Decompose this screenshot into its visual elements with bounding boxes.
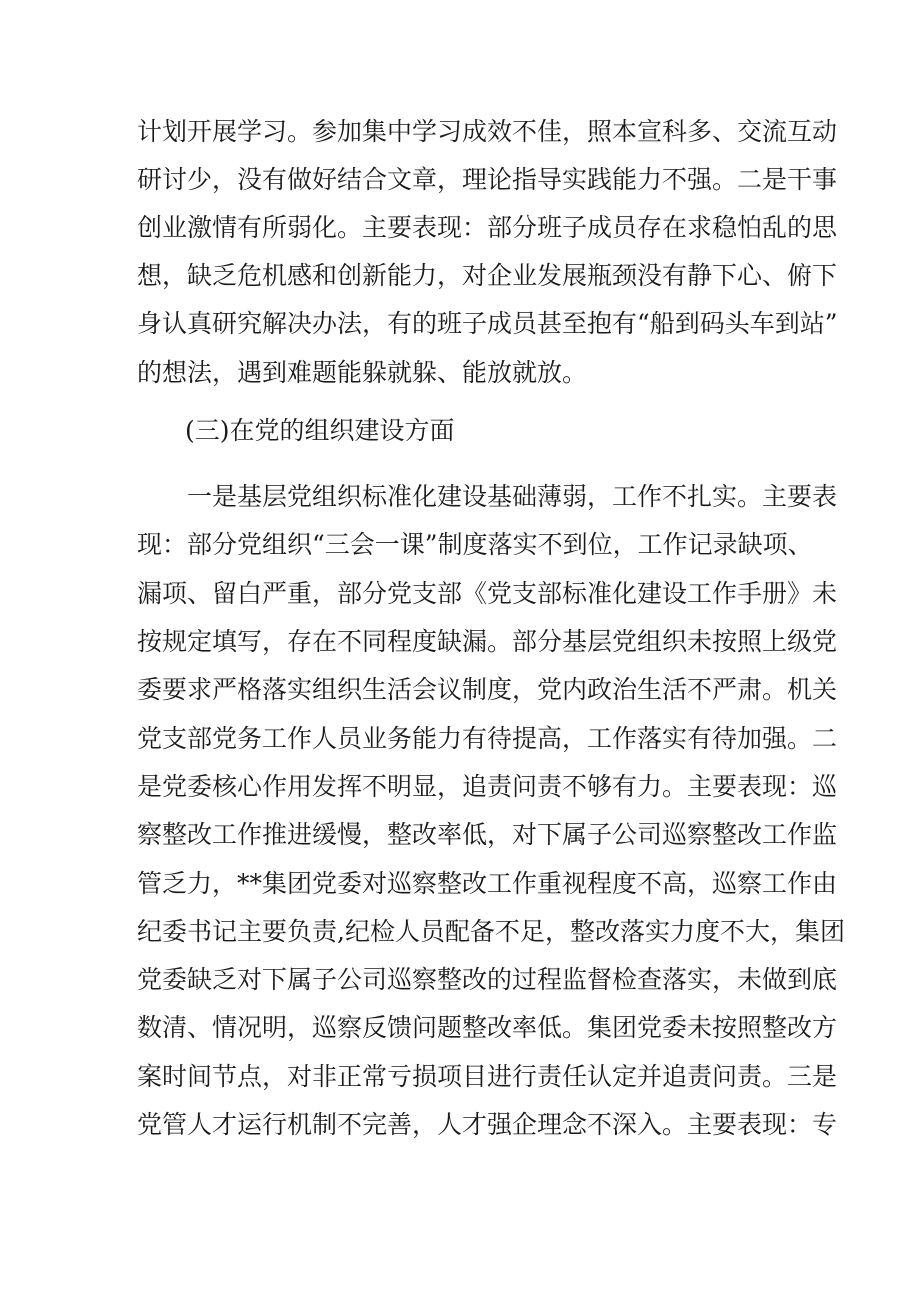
paragraph-2-line-8: 察整改工作推进缓慢，整改率低，对下属子公司巡察整改工作监 xyxy=(137,820,838,849)
paragraph-2-line-4: 按规定填写，存在不同程度缺漏。部分基层党组织未按照上级党 xyxy=(137,627,838,656)
paragraph-2-line-1: 一是基层党组织标准化建设基础薄弱，工作不扎实。主要表 xyxy=(187,482,838,511)
paragraph-2-line-3: 漏项、留白严重，部分党支部《党支部标准化建设工作手册》未 xyxy=(137,579,838,608)
paragraph-1-line-3: 创业激情有所弱化。主要表现：部分班子成员存在求稳怕乱的思 xyxy=(137,213,838,242)
paragraph-2-line-11: 党委缺乏对下属子公司巡察整改的过程监督检查落实，未做到底 xyxy=(137,965,838,994)
paragraph-2-line-9: 管乏力，**集团党委对巡察整改工作重视程度不高，巡察工作由 xyxy=(137,869,838,898)
paragraph-1-line-1: 计划开展学习。参加集中学习成效不佳，照本宣科多、交流互动 xyxy=(137,117,838,146)
paragraph-2-line-13: 案时间节点，对非正常亏损项目进行责任认定并追责问责。三是 xyxy=(137,1062,838,1091)
section-heading: (三)在党的组织建设方面 xyxy=(185,416,455,445)
paragraph-2-line-12: 数清、情况明，巡察反馈问题整改率低。集团党委未按照整改方 xyxy=(137,1013,838,1042)
paragraph-1-line-6: 的想法，遇到难题能躲就躲、能放就放。 xyxy=(137,358,588,387)
paragraph-1-line-4: 想，缺乏危机感和创新能力，对企业发展瓶颈没有静下心、俯下 xyxy=(137,261,838,290)
paragraph-2-line-2: 现：部分党组织“三会一课”制度落实不到位，工作记录缺项、 xyxy=(137,530,813,559)
paragraph-2-line-14: 党管人才运行机制不完善，人才强企理念不深入。主要表现：专 xyxy=(137,1110,838,1139)
paragraph-2-line-7: 是党委核心作用发挥不明显，追责问责不够有力。主要表现：巡 xyxy=(137,772,838,801)
paragraph-1-line-5: 身认真研究解决办法，有的班子成员甚至抱有“船到码头车到站” xyxy=(137,309,838,338)
paragraph-2-line-10: 纪委书记主要负责,纪检人员配备不足，整改落实力度不大，集团 xyxy=(137,917,845,946)
paragraph-2-line-6: 党支部党务工作人员业务能力有待提高，工作落实有待加强。二 xyxy=(137,724,838,753)
paragraph-2-line-5: 委要求严格落实组织生活会议制度，党内政治生活不严肃。机关 xyxy=(137,675,838,704)
paragraph-1-line-2: 研讨少，没有做好结合文章，理论指导实践能力不强。二是干事 xyxy=(137,165,838,194)
